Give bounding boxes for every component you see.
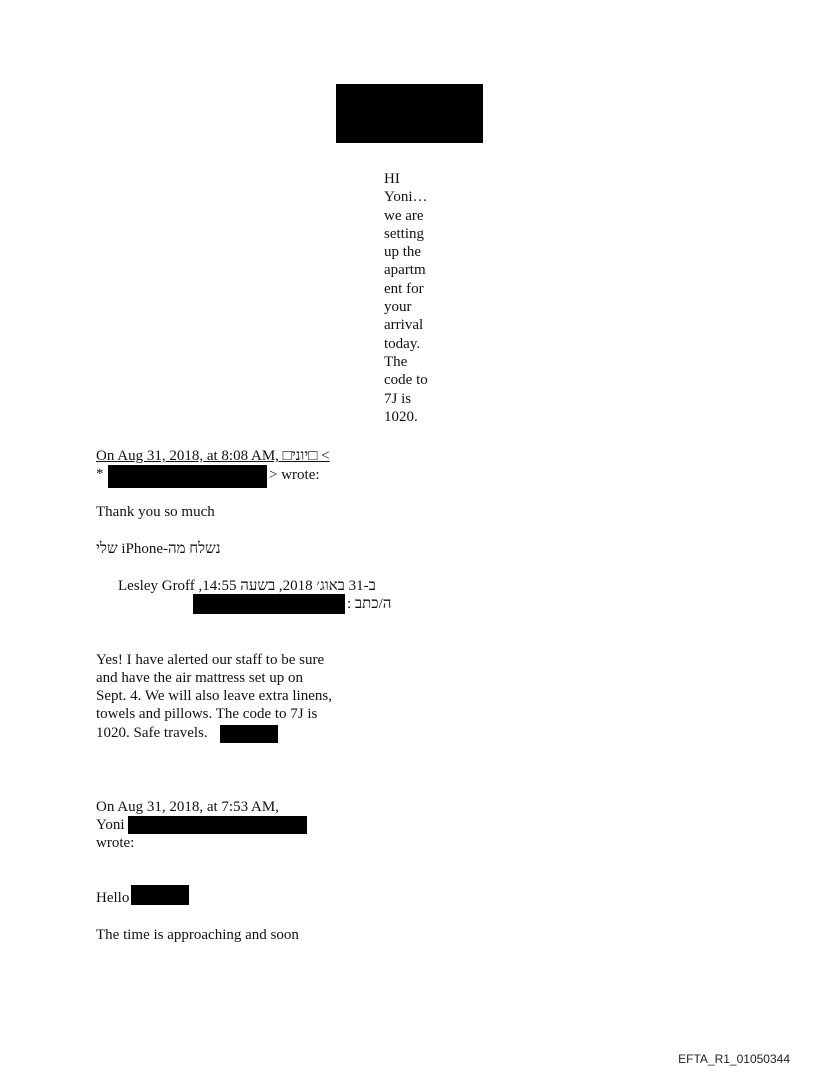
closing-text: The time is approaching and soon: [96, 927, 299, 943]
message-line: we are: [384, 207, 424, 224]
reply-header-1-wrote: > wrote:: [269, 467, 320, 483]
body-line: Yes! I have alerted our staff to be sure: [96, 652, 325, 668]
redaction-email-3: [128, 816, 307, 834]
reply-header-1-line1: On Aug 31, 2018, at 8:08 AM, □יוני□ <: [96, 448, 330, 464]
quote-header-line2: ה/כתב :: [347, 596, 392, 612]
message-line: arrival: [384, 317, 424, 334]
message-line: 7J is: [384, 390, 412, 407]
reply-header-2-line1: On Aug 31, 2018, at 7:53 AM,: [96, 799, 279, 815]
message-line: HI: [384, 171, 400, 187]
sent-from-signature: נשלח מה-iPhone שלי: [96, 541, 221, 557]
reply-header-2-line2: Yoni: [96, 817, 125, 833]
greeting-text: Hello: [96, 890, 130, 906]
redaction-email-2: [193, 594, 345, 614]
redaction-block-top: [336, 84, 483, 143]
reply-header-2-line3: wrote:: [96, 835, 135, 851]
body-line: 1020. Safe travels.: [96, 725, 208, 741]
quote-header-line1: ב-31 באוג׳ 2018, בשעה 14:55, Lesley Groff: [118, 578, 376, 594]
message-line: ent for: [384, 280, 424, 297]
redaction-signature: [220, 725, 278, 743]
message-line: your: [384, 299, 412, 316]
message-line: today.: [384, 335, 421, 352]
message-line: up the: [384, 244, 422, 261]
message-line: code to: [384, 372, 428, 389]
body-line: and have the air mattress set up on: [96, 670, 304, 686]
message-line: setting: [384, 225, 424, 242]
body-line: Sept. 4. We will also leave extra linens,: [96, 688, 332, 704]
body-line: towels and pillows. The code to 7J is: [96, 706, 318, 722]
thanks-text: Thank you so much: [96, 504, 215, 520]
bates-number: EFTA_R1_01050344: [678, 1052, 790, 1066]
redaction-name: [131, 885, 189, 905]
message-line: 1020.: [384, 408, 418, 425]
message-line: Yoni…: [384, 189, 428, 206]
message-line: apartm: [384, 262, 426, 279]
message-line: The: [384, 353, 408, 370]
message-top: [384, 170, 428, 426]
reply-header-1-prefix: *: [96, 466, 104, 482]
redaction-email-1: [108, 465, 267, 488]
